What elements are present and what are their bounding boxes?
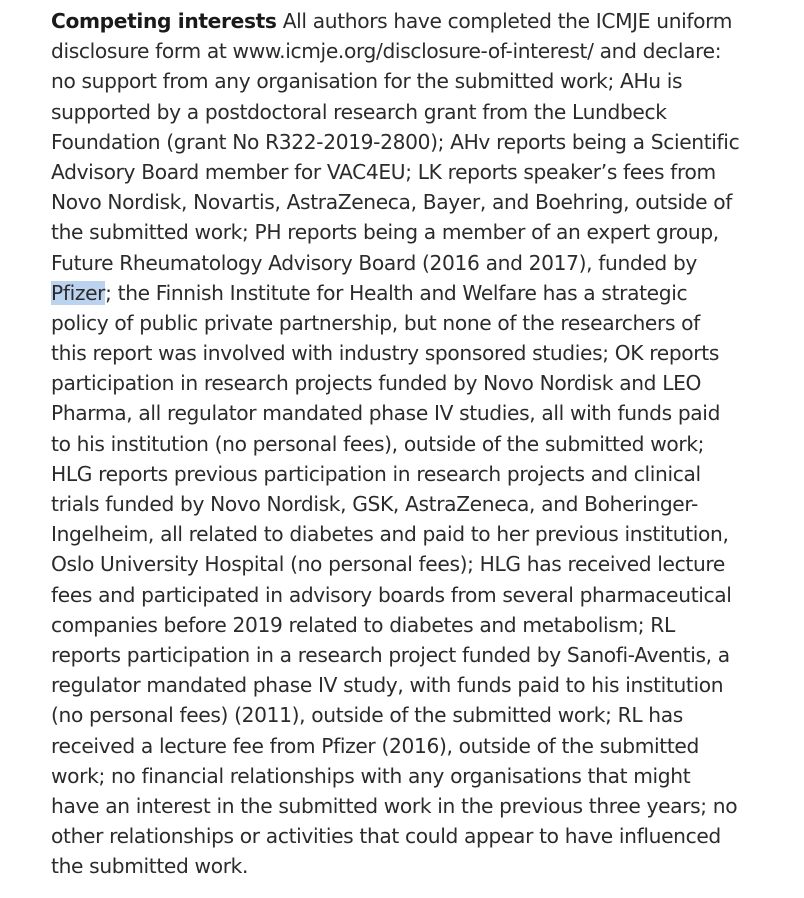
text-line: reports participation in a research project funded by Sanofi-Aventis, a [51,642,730,667]
text-line: supported by a postdoctoral research grant from the Lundbeck [51,99,667,124]
text-line: to his institution (no personal fees), outside of the submitted work; [51,431,705,456]
text-line: fees and participated in advisory boards from several pharmaceutical [51,582,732,607]
text-line: Pharma, all regulator mandated phase IV studies, all with funds paid [51,401,721,426]
text-line: Future Rheumatology Advisory Board (2016 and 2017), funded by [51,250,698,275]
text-line: Advisory Board member for VAC4EU; LK reports speaker’s fees from [51,159,716,184]
text-line: the submitted work; PH reports being a member of an expert group, [51,220,719,245]
text-line [51,278,791,308]
text-line: Novo Nordisk, Novartis, AstraZeneca, Bayer, and Boehring, outside of [51,190,733,215]
text-line: other relationships or activities that could appear to have influenced [51,824,721,849]
text-line: the submitted work. [51,854,249,879]
competing-interests-section [51,6,791,881]
text-line: regulator mandated phase IV study, with funds paid to his institution [51,673,724,698]
text-line: Foundation (grant No R322-2019-2800); AHv reports being a Scientific [51,129,740,154]
text-segment: All authors have completed the ICMJE uniform [282,9,733,33]
text-line: work; no financial relationships with any organisations that might [51,763,691,788]
text-line: participation in research projects funded by Novo Nordisk and LEO [51,371,702,396]
text-line: disclosure form at www.icmje.org/disclosure-of-interest/ and declare: [51,39,722,64]
text-line: received a lecture fee from Pfizer (2016), outside of the submitted [51,733,699,758]
text-segment: ; the Finnish Institute for Health and Welfare has a strategic [105,280,688,305]
text-line: trials funded by Novo Nordisk, GSK, AstraZeneca, and Boheringer- [51,492,698,516]
text-line: HLG reports previous participation in research projects and clinical [51,461,701,486]
highlighted-selection[interactable]: Pfizer [51,280,106,305]
text-line: policy of public private partnership, but none of the researchers of [51,310,700,335]
text-line: no support from any organisation for the submitted work; AHu is [51,69,683,94]
text-line [51,6,791,36]
text-line: Ingelheim, all related to diabetes and paid to her previous institution, [51,522,729,547]
section-heading: Competing interests [51,9,277,33]
text-line: (no personal fees) (2011), outside of the submitted work; RL has [51,703,683,728]
text-line: companies before 2019 related to diabetes and metabolism; RL [51,612,675,637]
text-line: this report was involved with industry sponsored studies; OK reports [51,341,719,366]
text-line: have an interest in the submitted work in the previous three years; no [51,793,738,818]
text-line: Oslo University Hospital (no personal fees); HLG has received lecture [51,552,725,577]
